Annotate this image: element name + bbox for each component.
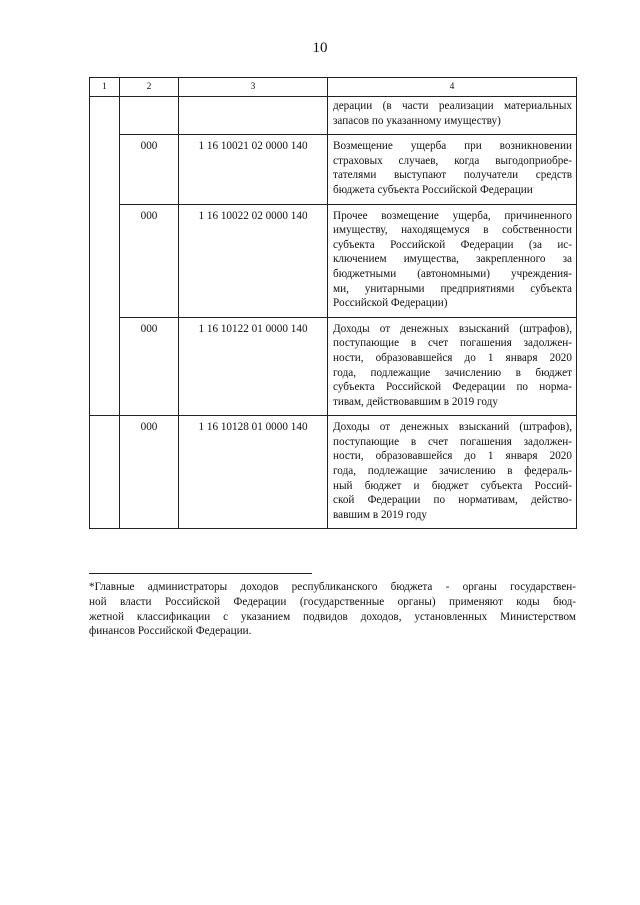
description-line: вавшим в 2019 году xyxy=(333,508,427,521)
description-line: ный бюджет и бюджет субъекта Россий- xyxy=(333,479,572,492)
footnote-line: финансов Российской Федерации. xyxy=(89,625,252,638)
income-description-cell xyxy=(328,97,577,135)
description-line: Доходы от денежных взысканий (штрафов), xyxy=(333,421,572,434)
description-line: Российской Федерации) xyxy=(333,297,448,310)
description-line: ской Федерации по нормативам, действо- xyxy=(333,494,572,507)
description-line: ми, унитарными предприятиями субъекта xyxy=(333,282,572,295)
description-line: ключением имущества, закрепленного за xyxy=(333,253,572,266)
table-row xyxy=(90,204,577,317)
footnote-line: *Главные администраторы доходов республиканского бюджета - органы государствен- xyxy=(89,581,576,593)
table-row xyxy=(90,135,577,204)
description-line: года, подлежащие зачислению в федераль- xyxy=(333,465,572,478)
description-line: ности, образовавшейся до 1 января 2020 xyxy=(333,351,572,364)
budget-code-cell: 1 16 10128 01 0000 140 xyxy=(179,416,328,529)
description-line: Возмещение ущерба при возникновении xyxy=(333,140,572,153)
description-line: запасов по указанному имуществу) xyxy=(333,114,501,127)
description-line: дерации (в части реализации материальных xyxy=(333,100,572,112)
description-line: бюджета субъекта Российской Федерации xyxy=(333,183,533,196)
description-line: субъекта Российской Федерации (за ис- xyxy=(333,238,572,251)
column-header-3: 3 xyxy=(179,78,328,97)
description-line: субъекта Российской Федерации по норма- xyxy=(333,381,572,394)
admin-code-cell: 000 xyxy=(120,416,179,529)
income-description-cell xyxy=(328,135,577,204)
budget-code-cell: 1 16 10122 01 0000 140 xyxy=(179,317,328,416)
footnote xyxy=(89,580,576,639)
description-line: имуществу, находящемуся в собственности xyxy=(333,224,572,237)
income-description-cell xyxy=(328,204,577,317)
column-header-1: 1 xyxy=(90,78,120,97)
budget-code-cell xyxy=(179,97,328,135)
income-description-cell xyxy=(328,317,577,416)
table-row xyxy=(90,317,577,416)
group-code-cell xyxy=(90,135,120,204)
table-row xyxy=(90,97,577,135)
description-line: года, подлежащие зачислению в бюджет xyxy=(333,366,572,379)
admin-code-cell: 000 xyxy=(120,317,179,416)
budget-code-cell: 1 16 10021 02 0000 140 xyxy=(179,135,328,204)
description-line: бюджетными (автономными) учреждения- xyxy=(333,267,572,280)
description-line: тателями выступают получатели средств xyxy=(333,169,572,182)
budget-classification-table xyxy=(89,77,577,529)
description-line: поступающие в счет погашения задолжен- xyxy=(333,435,572,448)
footnote-line: ной власти Российской Федерации (государственные органы) применяют коды бюд- xyxy=(89,595,576,608)
column-header-4: 4 xyxy=(328,78,577,97)
footnote-divider xyxy=(89,573,312,574)
description-line: Доходы от денежных взысканий (штрафов), xyxy=(333,322,572,335)
description-line: тивам, действовавшим в 2019 году xyxy=(333,395,498,408)
page-number: 10 xyxy=(312,40,328,56)
admin-code-cell xyxy=(90,97,120,135)
group-code-cell xyxy=(90,317,120,416)
budget-code-cell: 1 16 10022 02 0000 140 xyxy=(179,204,328,317)
admin-code-cell: 000 xyxy=(120,135,179,204)
footnote-line: жетной классификации с указанием подвидов доходов, установленных Министерством xyxy=(89,610,576,623)
description-line: поступающие в счет погашения задолжен- xyxy=(333,337,572,350)
group-code-cell xyxy=(90,204,120,317)
description-line: Прочее возмещение ущерба, причиненного xyxy=(333,209,572,222)
description-line: ности, образовавшейся до 1 января 2020 xyxy=(333,450,572,463)
table-header-row xyxy=(90,78,577,97)
admin-code-cell xyxy=(120,97,179,135)
group-code-cell xyxy=(90,416,120,529)
admin-code-cell: 000 xyxy=(120,204,179,317)
description-line: страховых случаев, когда выгодоприобре- xyxy=(333,154,572,167)
income-description-cell xyxy=(328,416,577,529)
table-row xyxy=(90,416,577,529)
column-header-2: 2 xyxy=(120,78,179,97)
